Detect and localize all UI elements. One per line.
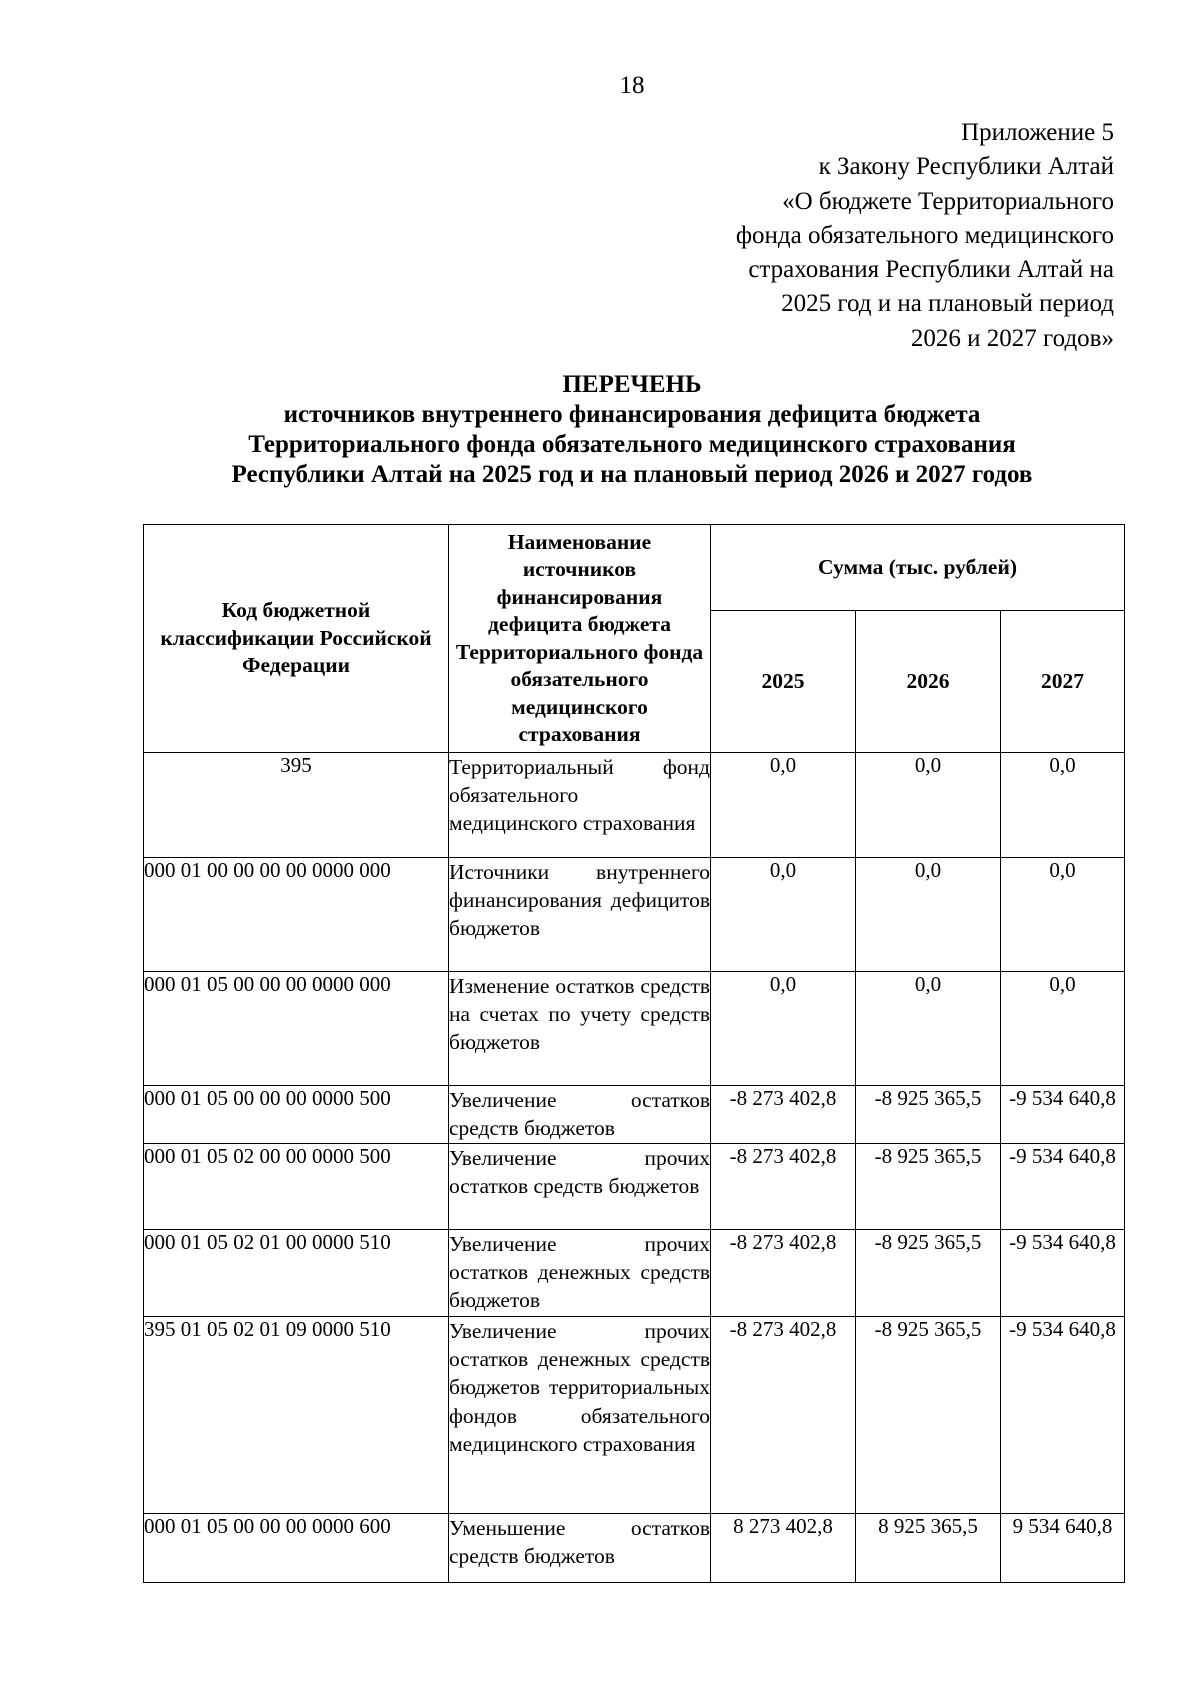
title-line: Территориального фонда обязательного медицинского страхования: [248, 431, 1016, 458]
row-value-2027: 0,0: [1001, 972, 1125, 1086]
row-code: 000 01 05 02 00 00 0000 500: [144, 1144, 449, 1230]
row-code: 000 01 00 00 00 00 0000 000: [144, 858, 449, 972]
header-code: Код бюджетной классификации Российской Федерации: [144, 525, 449, 753]
header-year-2025: 2025: [711, 611, 856, 753]
row-value-2025: 0,0: [711, 753, 856, 858]
annex-line: 2025 год и на плановый период: [781, 290, 1114, 318]
row-name: Увеличение прочих остатков средств бюджетов: [449, 1144, 711, 1230]
annex-line: к Закону Республики Алтай: [818, 153, 1114, 181]
row-name: Увеличение остатков средств бюджетов: [449, 1086, 711, 1144]
row-value-2027: -9 534 640,8: [1001, 1230, 1125, 1317]
table-row: [144, 972, 1125, 1086]
row-value-2026: 8 925 365,5: [856, 1514, 1001, 1583]
annex-block: [736, 116, 1114, 356]
header-name: Наименование источников финансирования дефицита бюджета Территориального фонда обязательного медицинского страхования: [449, 525, 711, 753]
row-value-2025: 8 273 402,8: [711, 1514, 856, 1583]
title-line: источников внутреннего финансирования дефицита бюджета: [283, 401, 981, 428]
table-row: [144, 1144, 1125, 1230]
row-value-2026: 0,0: [856, 858, 1001, 972]
row-code: 000 01 05 02 01 00 0000 510: [144, 1230, 449, 1317]
row-code: 000 01 05 00 00 00 0000 600: [144, 1514, 449, 1583]
annex-line: фонда обязательного медицинского: [735, 221, 1114, 249]
row-value-2027: 0,0: [1001, 753, 1125, 858]
header-sum: Сумма (тыс. рублей): [711, 525, 1125, 611]
row-value-2025: -8 273 402,8: [711, 1086, 856, 1144]
table-row: [144, 858, 1125, 972]
table-row: [144, 1230, 1125, 1317]
row-value-2026: -8 925 365,5: [856, 1144, 1001, 1230]
page-number: 18: [619, 72, 645, 99]
row-value-2027: 9 534 640,8: [1001, 1514, 1125, 1583]
row-value-2027: 0,0: [1001, 858, 1125, 972]
row-value-2027: -9 534 640,8: [1001, 1144, 1125, 1230]
annex-line: 2026 и 2027 годов»: [910, 324, 1114, 352]
row-name: Территориальный фонд обязательного медицинского страхования: [449, 753, 711, 858]
document-title: [0, 370, 1200, 490]
row-value-2027: -9 534 640,8: [1001, 1317, 1125, 1514]
table-row: [144, 1514, 1125, 1583]
title-line: ПЕРЕЧЕНЬ: [562, 371, 702, 398]
row-value-2025: 0,0: [711, 858, 856, 972]
row-value-2027: -9 534 640,8: [1001, 1086, 1125, 1144]
row-code: 000 01 05 00 00 00 0000 000: [144, 972, 449, 1086]
row-code: 395 01 05 02 01 09 0000 510: [144, 1317, 449, 1514]
header-year-2026: 2026: [856, 611, 1001, 753]
title-line: Республики Алтай на 2025 год и на плановый период 2026 и 2027 годов: [231, 461, 1033, 488]
row-name: Увеличение прочих остатков денежных средств бюджетов территориальных фондов обязательного медицинского страхования: [449, 1317, 711, 1514]
row-name: Уменьшение остатков средств бюджетов: [449, 1514, 711, 1583]
row-name: Источники внутреннего финансирования дефицитов бюджетов: [449, 858, 711, 972]
row-value-2025: -8 273 402,8: [711, 1144, 856, 1230]
table-row: [144, 1317, 1125, 1514]
row-value-2026: -8 925 365,5: [856, 1086, 1001, 1144]
annex-line: страхования Республики Алтай на: [748, 256, 1114, 284]
row-code: 395: [144, 753, 449, 858]
row-value-2026: -8 925 365,5: [856, 1317, 1001, 1514]
row-value-2025: -8 273 402,8: [711, 1317, 856, 1514]
annex-line: Приложение 5: [961, 119, 1114, 146]
annex-line: «О бюджете Территориального: [782, 187, 1114, 215]
row-name: Увеличение прочих остатков денежных средств бюджетов: [449, 1230, 711, 1317]
row-name: Изменение остатков средств на счетах по учету средств бюджетов: [449, 972, 711, 1086]
row-value-2026: 0,0: [856, 972, 1001, 1086]
budget-sources-table: [143, 524, 1125, 1583]
table-row: [144, 1086, 1125, 1144]
row-value-2025: -8 273 402,8: [711, 1230, 856, 1317]
row-value-2026: 0,0: [856, 753, 1001, 858]
row-value-2026: -8 925 365,5: [856, 1230, 1001, 1317]
table-row: [144, 753, 1125, 858]
header-year-2027: 2027: [1001, 611, 1125, 753]
row-value-2025: 0,0: [711, 972, 856, 1086]
row-code: 000 01 05 00 00 00 0000 500: [144, 1086, 449, 1144]
